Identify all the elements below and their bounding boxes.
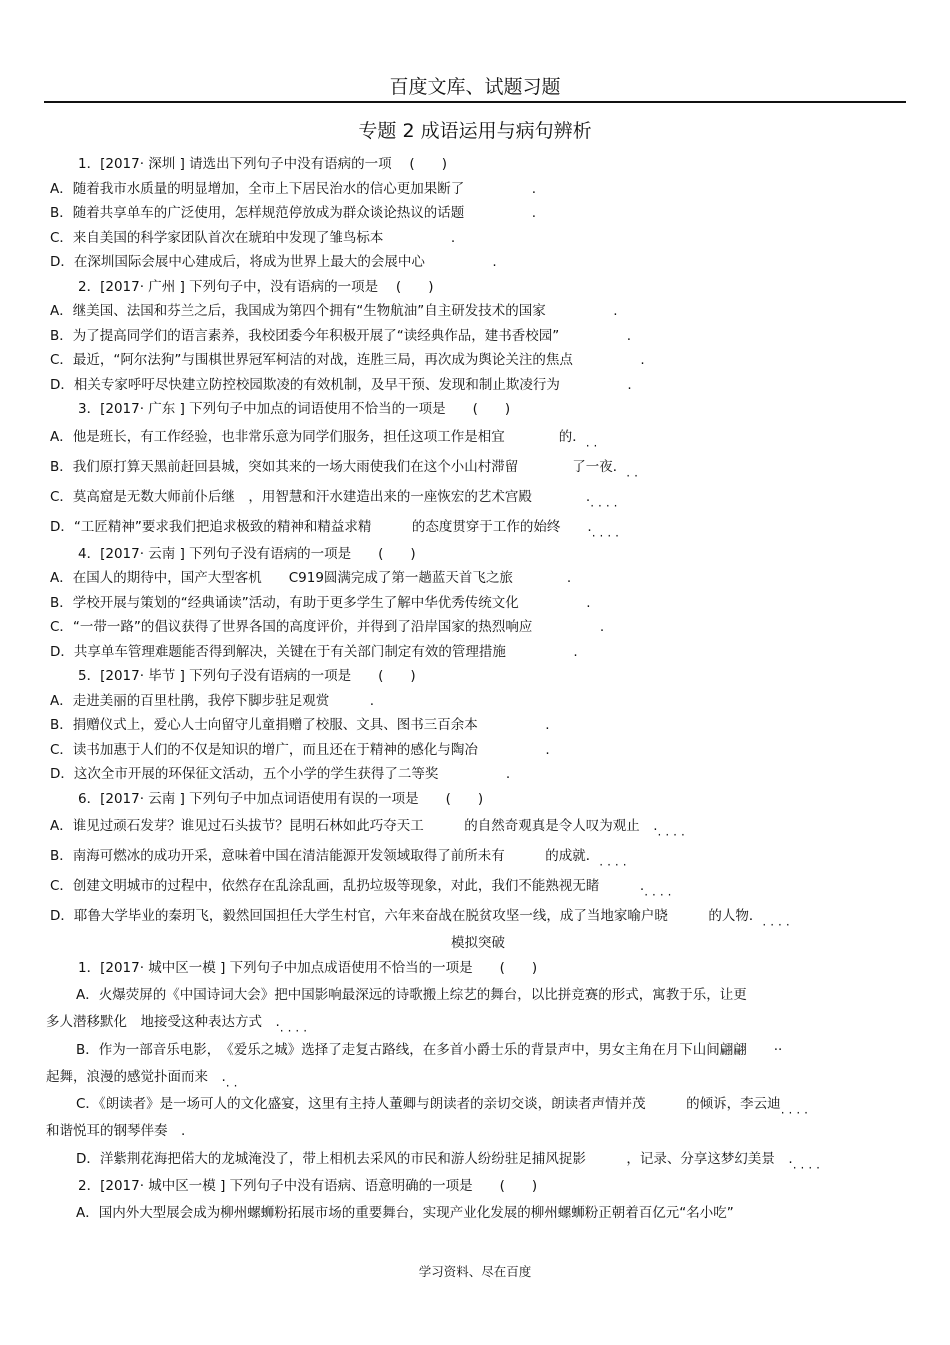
line-text: C．读书加惠于人们的不仅是知识的增广，而且还在于精神的感化与陶冶 . xyxy=(50,741,550,758)
emphasis-dots: ···· xyxy=(780,1106,812,1120)
option-line xyxy=(46,1198,910,1228)
line-text: A．国内外大型展会成为柳州螺蛳粉拓展市场的重要舞台，实现产业化发展的柳州螺蛳粉正朝着百亿元“名小吃” xyxy=(76,1205,734,1221)
option-line xyxy=(46,689,910,714)
line-text: A．他是班长，有工作经验，也非常乐意为同学们服务，担任这项工作是相宜 的． xyxy=(50,428,586,445)
line-text: D．耶鲁大学毕业的秦玥飞，毅然回国担任大学生村官，六年来奋战在脱贫攻坚一线，成了当地家喻户晓 的人物． xyxy=(50,908,763,924)
question-line xyxy=(46,542,910,567)
emphasis-dots: ·· xyxy=(585,438,602,453)
option-line xyxy=(46,1089,910,1119)
line-text: A．谁见过顽石发芽？谁见过石头拔节？昆明石林如此巧夺天工 的自然奇观真是令人叹为观止 . xyxy=(50,818,658,834)
line-text: A．随着我市水质量的明显增加，全市上下居民治水的信心更加果断了 . xyxy=(50,180,537,197)
line-text: C．创建文明城市的过程中，依然存在乱涂乱画，乱扔垃圾等现象，对此，我们不能熟视无睹 . xyxy=(50,878,645,894)
page-footer: 学习资料、尽在百度 xyxy=(418,1264,532,1279)
option-line xyxy=(46,482,910,512)
emphasis-dots: ···· xyxy=(591,528,623,543)
line-text: D．这次全市开展的环保征文活动，五个小学的学生获得了二等奖 . xyxy=(50,766,511,782)
option-line xyxy=(46,177,910,202)
line-text: A．火爆荧屏的《中国诗词大会》把中国影响最深远的诗歌搬上综艺的舞台，以比拼竞赛的形式，寓教于乐，让更 xyxy=(76,987,747,1003)
line-text: 6．[2017· 云南 ] 下列句子中加点词语使用有误的一项是 ( ) xyxy=(78,790,484,807)
option-line xyxy=(46,1035,910,1065)
line-text: C．来自美国的科学家团队首次在琥珀中发现了雏鸟标本 . xyxy=(50,229,456,246)
option-line xyxy=(46,299,910,324)
line-text: C．《朗读者》是一场可人的文化盛宴，这里有主持人董卿与朗读者的亲切交谈，朗读者声情并茂 的倾诉，李云迪 xyxy=(76,1096,781,1112)
option-line xyxy=(46,512,910,542)
line-text: D．相关专家呼吁尽快建立防控校园欺凌的有效机制，及早干预、发现和制止欺凌行为 . xyxy=(50,376,632,393)
question-line xyxy=(46,787,910,812)
option-continuation xyxy=(46,1010,910,1038)
option-line xyxy=(46,373,910,398)
line-text: 5．[2017· 毕节 ] 下列句子没有语病的一项是 ( ) xyxy=(78,668,416,684)
line-text: 3．[2017· 广东 ] 下列句子中加点的词语使用不恰当的一项是 ( ) xyxy=(78,401,511,417)
line-text: 模拟突破 xyxy=(451,935,505,951)
emphasis-dots: ···· xyxy=(762,918,794,932)
option-line xyxy=(46,324,910,349)
page-header: 百度文库、试题习题 xyxy=(389,76,561,98)
option-line xyxy=(46,738,910,763)
question-line xyxy=(46,397,910,422)
line-text: 起舞，浪漫的感觉扑面而来 . xyxy=(46,1068,226,1085)
line-text: B．作为一部音乐电影， 《爱乐之城》选择了走复古路线，在多首小爵士乐的背景声中，男女主角在月下山间翩翩 ·· xyxy=(76,1041,783,1058)
option-line xyxy=(46,713,910,738)
option-line xyxy=(46,422,910,452)
line-text: B．随着共享单车的广泛使用，怎样规范停放成为群众谈论热议的话题 . xyxy=(50,205,537,221)
option-line xyxy=(46,201,910,226)
line-text: 和谐悦耳的钢琴伴奏 . xyxy=(46,1123,186,1139)
line-text: D．共享单车管理难题能否得到解决，关键在于有关部门制定有效的管理措施 . xyxy=(50,643,578,660)
header-rule xyxy=(44,101,906,103)
line-text: 4．[2017· 云南 ] 下列句子没有语病的一项是 ( ) xyxy=(78,545,416,562)
line-text: A．继美国、法国和芬兰之后，我国成为第四个拥有“生物航油”自主研发技术的国家 . xyxy=(50,303,618,319)
emphasis-dots: ···· xyxy=(590,498,622,513)
emphasis-dots: ···· xyxy=(644,888,676,902)
question-line xyxy=(46,664,910,689)
line-text: 2．[2017· 城中区一模 ] 下列句子中没有语病、语意明确的一项是 ( ) xyxy=(78,1177,538,1194)
line-text: B．我们原打算天黑前赶回县城，突如其来的一场大雨使我们在这个小山村滞留 了一夜． xyxy=(50,458,627,475)
option-continuation xyxy=(46,1119,910,1144)
page-title: 专题 2 成语运用与病句辨析 xyxy=(358,120,592,142)
option-line xyxy=(46,841,910,871)
line-text: A．走进美丽的百里杜鹃，我停下脚步驻足观赏 . xyxy=(50,692,375,709)
option-continuation xyxy=(46,1065,910,1093)
line-text: C．“一带一路”的倡议获得了世界各国的高度评价，并得到了沿岸国家的热烈响应 . xyxy=(50,619,605,635)
option-line xyxy=(46,615,910,640)
line-text: B．南海可燃冰的成功开采，意味着中国在清洁能源开发领域取得了前所未有 的成就． xyxy=(50,848,600,864)
line-text: 1．[2017· 城中区一模 ] 下列句子中加点成语使用不恰当的一项是 ( ) xyxy=(78,959,538,976)
option-line xyxy=(46,811,910,841)
option-line xyxy=(46,226,910,251)
line-text: A．在国人的期待中，国产大型客机 C919圆满完成了第一趟蓝天首飞之旅 . xyxy=(50,570,572,586)
line-text: D．“工匠精神”要求我们把追求极致的精神和精益求精 的态度贯穿于工作的始终 . xyxy=(50,518,592,535)
line-text: C．最近，“阿尔法狗”与围棋世界冠军柯洁的对战，连胜三局，再次成为舆论关注的焦点 . xyxy=(50,352,645,368)
line-text: D．洋紫荆花海把偌大的龙城淹没了，带上相机去采风的市民和游人纷纷驻足捕风捉影 ，记录、分享这梦幻美景 . xyxy=(76,1150,793,1167)
option-line xyxy=(46,901,910,931)
question-line xyxy=(46,152,910,177)
option-line xyxy=(46,871,910,901)
line-text: B．为了提高同学们的语言素养，我校团委今年积极开展了“读经典作品，建书香校园” . xyxy=(50,327,632,344)
option-line xyxy=(46,640,910,665)
option-line xyxy=(46,452,910,482)
section-heading xyxy=(46,931,910,956)
line-text: 1．[2017· 深圳 ] 请选出下列句子中没有语病的一项 ( ) xyxy=(78,156,447,172)
question-line xyxy=(46,1174,910,1199)
emphasis-dots: ···· xyxy=(792,1160,824,1175)
line-text: 多人潜移默化 地接受这种表达方式 . xyxy=(46,1014,280,1030)
emphasis-dots: ···· xyxy=(279,1024,312,1038)
question-line xyxy=(46,956,910,981)
question-line xyxy=(46,275,910,300)
option-line xyxy=(46,250,910,275)
emphasis-dots: ·· xyxy=(626,468,642,483)
option-line xyxy=(46,591,910,616)
line-text: B．捐赠仪式上，爱心人士向留守儿童捐赠了校服、文具、图书三百余本 . xyxy=(50,717,550,733)
line-text: C．莫高窟是无数大师前仆后继 ，用智慧和汗水建造出来的一座恢宏的艺术宫殿 . xyxy=(50,488,591,505)
emphasis-dots: ···· xyxy=(657,828,689,842)
option-line xyxy=(46,348,910,373)
line-text: B．学校开展与策划的“经典诵读”活动，有助于更多学生了解中华优秀传统文化 . xyxy=(50,594,591,611)
line-text: 2．[2017· 广州 ] 下列句子中，没有语病的一项是 ( ) xyxy=(78,278,434,295)
line-text: D．在深圳国际会展中心建成后，将成为世界上最大的会展中心 . xyxy=(50,254,497,270)
emphasis-dots: ·· xyxy=(225,1078,242,1093)
option-line xyxy=(46,980,910,1010)
emphasis-dots: ···· xyxy=(599,858,631,872)
option-line xyxy=(46,566,910,591)
option-line xyxy=(46,1144,910,1174)
exercise-content xyxy=(46,152,910,1228)
option-line xyxy=(46,762,910,787)
